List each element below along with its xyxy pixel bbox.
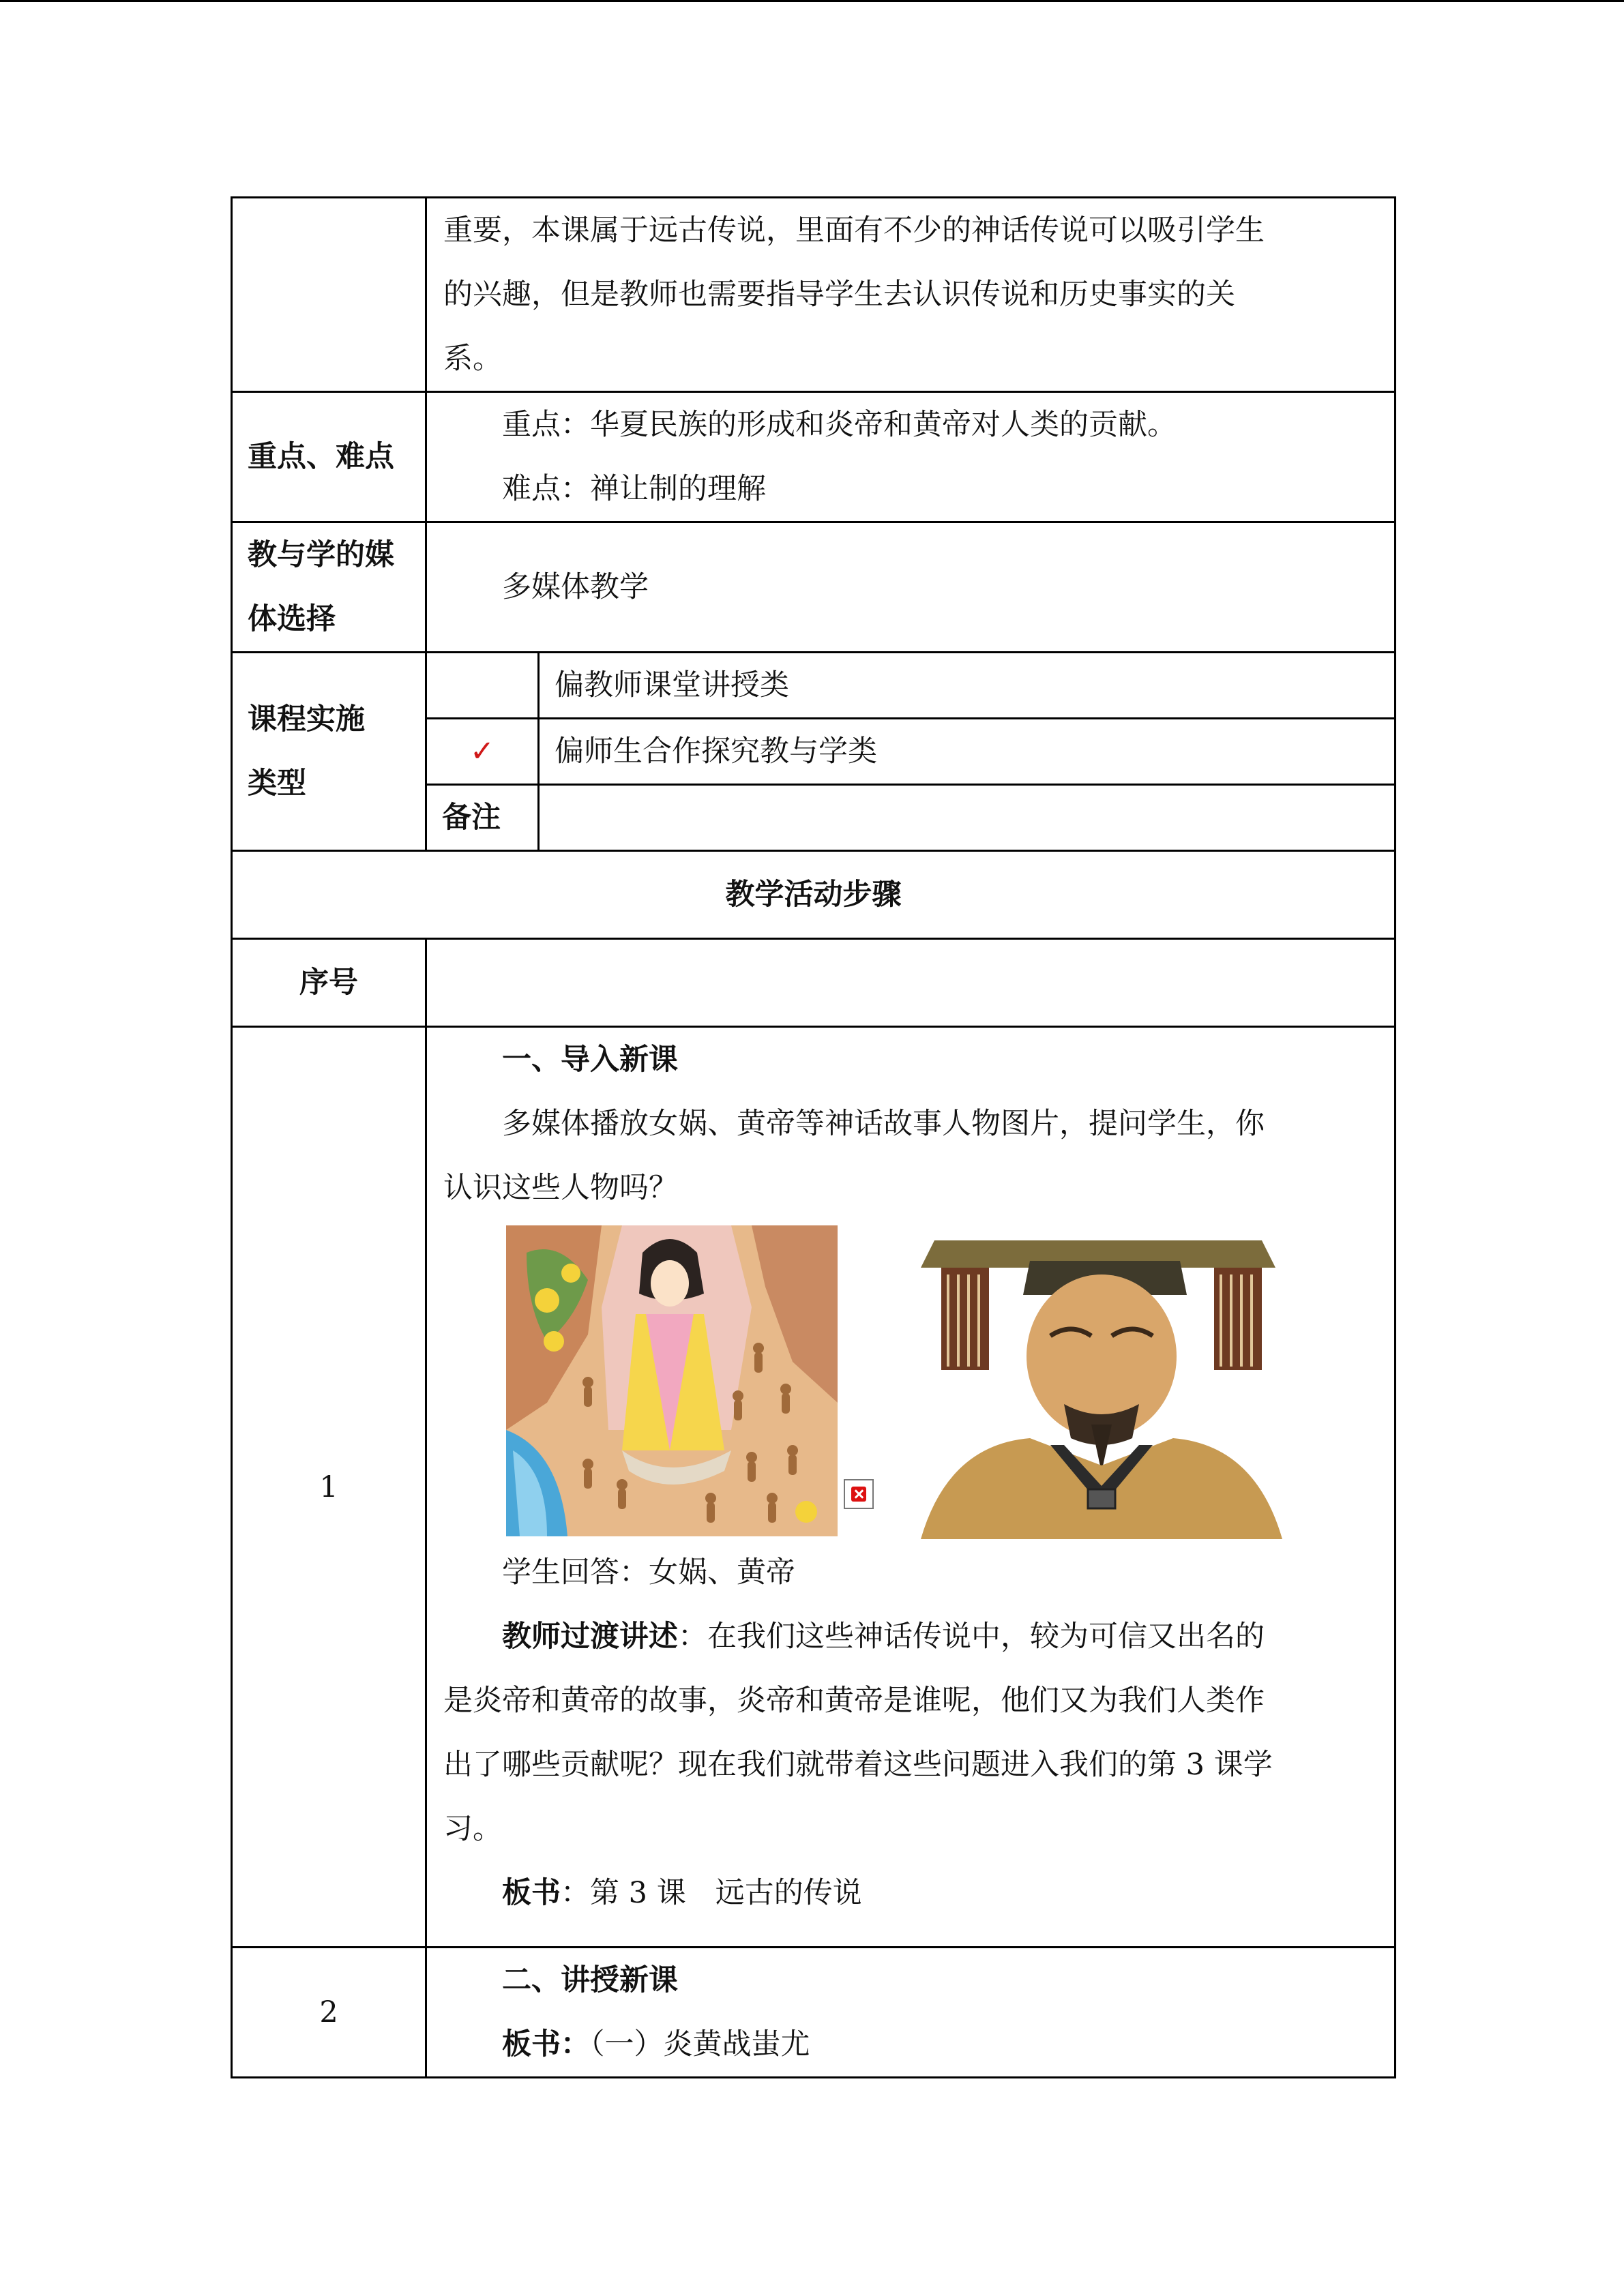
keypoints-row xyxy=(232,392,1396,522)
step-2-board-text: （一）炎黄战蚩尤 xyxy=(590,2027,810,2061)
option-1-mark xyxy=(426,653,539,719)
option-2-checkmark-icon: ✓ xyxy=(426,719,539,785)
page-top-rule xyxy=(0,0,1624,2)
step-2-board-label: 板书： xyxy=(502,2027,590,2061)
media-label-line-2: 体选择 xyxy=(248,602,336,636)
huangdi-illustration xyxy=(894,1220,1310,1539)
intro-row xyxy=(232,198,1396,392)
lesson-plan-table xyxy=(231,196,1396,2078)
media-label-line-1: 教与学的媒 xyxy=(248,538,394,572)
step-1-transition-label: 教师过渡讲述 xyxy=(502,1620,678,1654)
step-1-board-text: ：第 3 课 远古的传说 xyxy=(561,1876,862,1910)
step-1-board xyxy=(443,1861,1360,1925)
media-row xyxy=(232,522,1396,653)
course-type-label xyxy=(232,653,426,851)
step-1-transition-line-1 xyxy=(443,1605,1360,1669)
course-type-label-line-2: 类型 xyxy=(248,766,306,801)
remark-value xyxy=(539,785,1396,851)
keypoints-focus: 重点：华夏民族的形成和炎帝和黄帝对人类的贡献。 xyxy=(502,408,1177,442)
step-1-board-label: 板书 xyxy=(502,1876,561,1910)
keypoints-difficulty: 难点：禅让制的理解 xyxy=(502,472,766,506)
course-type-label-line-1: 课程实施 xyxy=(248,702,365,736)
keypoints-label: 重点、难点 xyxy=(232,392,426,522)
step-1-row xyxy=(232,1027,1396,1948)
step-1-index: 1 xyxy=(232,1027,426,1948)
option-1-text: 偏教师课堂讲授类 xyxy=(539,653,1396,719)
broken-image-icon xyxy=(844,1479,874,1509)
step-2-title: 二、讲授新课 xyxy=(502,1963,678,1997)
keypoints-cell xyxy=(426,392,1396,522)
step-2-board xyxy=(443,2012,1360,2076)
steps-heading-row xyxy=(232,851,1396,939)
intro-cell xyxy=(426,198,1396,392)
step-1-transition-line-3: 出了哪些贡献呢？现在我们就带着这些问题进入我们的第 3 课学 xyxy=(443,1748,1273,1782)
step-1-para-line-1: 多媒体播放女娲、黄帝等神话故事人物图片，提问学生，你 xyxy=(502,1107,1265,1141)
step-1-transition-text-1: ：在我们这些神话传说中，较为可信又出名的 xyxy=(678,1620,1265,1654)
remark-label: 备注 xyxy=(426,785,539,851)
step-1-transition-line-2: 是炎帝和黄帝的故事，炎帝和黄帝是谁呢，他们又为我们人类作 xyxy=(443,1684,1265,1718)
step-2-index: 2 xyxy=(232,1948,426,2078)
step-1-transition-line-4: 习。 xyxy=(443,1812,502,1846)
intro-line-3: 系。 xyxy=(443,342,502,376)
course-type-row-1 xyxy=(232,653,1396,719)
steps-heading: 教学活动步骤 xyxy=(232,851,1396,939)
col-content-header xyxy=(426,939,1396,1027)
media-value: 多媒体教学 xyxy=(502,570,649,604)
step-1-para-line-2: 认识这些人物吗？ xyxy=(443,1171,678,1205)
intro-label-cell xyxy=(232,198,426,392)
col-index-header: 序号 xyxy=(232,939,426,1027)
step-1-title: 一、导入新课 xyxy=(502,1043,678,1077)
media-cell xyxy=(426,522,1396,653)
option-2-text: 偏师生合作探究教与学类 xyxy=(539,719,1396,785)
intro-line-1: 重要，本课属于远古传说，里面有不少的神话传说可以吸引学生 xyxy=(443,213,1265,248)
media-label xyxy=(232,522,426,653)
nuwa-illustration xyxy=(506,1225,838,1536)
step-1-answer: 学生回答：女娲、黄帝 xyxy=(502,1555,795,1590)
step-1-content xyxy=(426,1027,1396,1948)
intro-line-2: 的兴趣，但是教师也需要指导学生去认识传说和历史事实的关 xyxy=(443,278,1235,312)
steps-header-row xyxy=(232,939,1396,1027)
step-1-image-row xyxy=(443,1220,1360,1540)
step-2-row xyxy=(232,1948,1396,2078)
step-2-content xyxy=(426,1948,1396,2078)
